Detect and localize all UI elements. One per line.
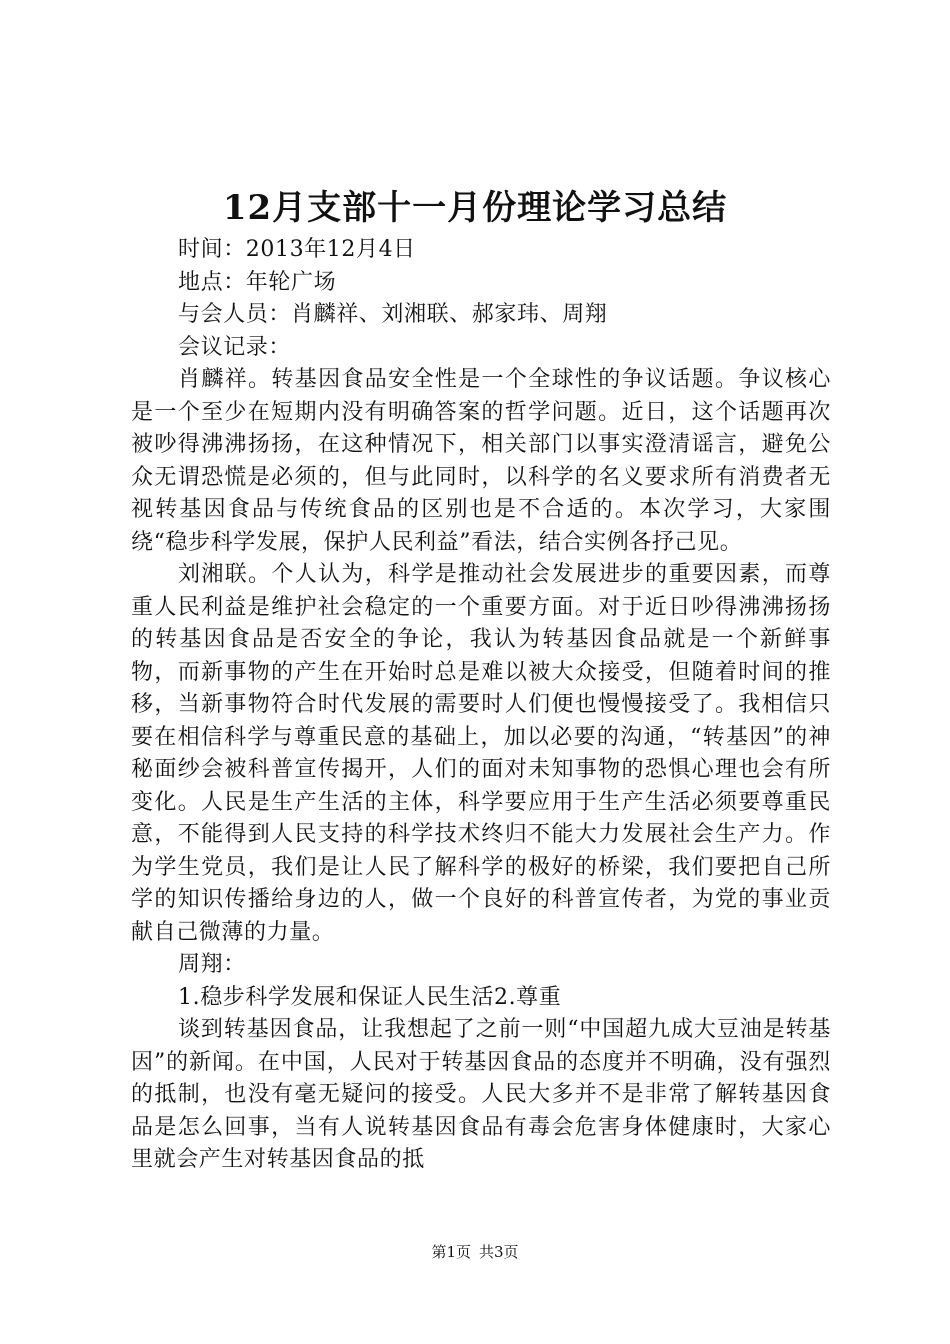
topic-line: 1.稳步科学发展和保证人民生活2.尊重 bbox=[178, 984, 562, 1010]
meeting-record-label: 会议记录： bbox=[178, 334, 292, 360]
speaker-zhou-label: 周翔： bbox=[178, 952, 246, 977]
meeting-time: 时间：2013年12月4日 bbox=[178, 237, 416, 262]
page-number: 第1页 bbox=[431, 1243, 471, 1261]
document-body bbox=[131, 234, 831, 1177]
paragraph-zhou: 谈到转基因食品，让我想起了之前一则“中国超九成大豆油是转基因”的新闻。在中国，人民对于转基因食品的态度并不明确，没有强烈的抵制，也没有毫无疑问的接受。人民大多并不是非常了解转基因食品是怎么回事，当有人说转基因食品有毒会危害身体健康时，大家心里就会产生对转基因食品的抵 bbox=[131, 1017, 831, 1172]
meeting-place: 地点：年轮广场 bbox=[178, 269, 337, 295]
meeting-attendees: 与会人员：肖麟祥、刘湘联、郝家玮、周翔 bbox=[178, 302, 608, 327]
paragraph-liu: 刘湘联。个人认为，科学是推动社会发展进步的重要因素，而尊重人民利益是维护社会稳定的一个重要方面。对于近日吵得沸沸扬扬的转基因食品是否安全的争论，我认为转基因食品就是一个新鲜事物，而新事物的产生在开始时总是难以被大众接受，但随着时间的推移，当新事物符合时代发展的需要时人们便也慢慢接受了。我相信只要在相信科学与尊重民意的基础上，加以必要的沟通，“转基因”的神秘面纱会被科普宣传揭开，人们的面对未知事物的恐惧心理也会有所变化。人民是生产生活的主体，科学要应用于生产生活必须要尊重民意，不能得到人民支持的科学技术终归不能大力发展社会生产力。作为学生党员，我们是让人民了解科学的极好的桥梁，我们要把自己所学的知识传播给身边的人，做一个良好的科普宣传者，为党的事业贡献自己微薄的力量。 bbox=[131, 562, 831, 945]
page-total: 共3页 bbox=[479, 1243, 519, 1261]
paragraph-xiao: 肖麟祥。转基因食品安全性是一个全球性的争议话题。争议核心是一个至少在短期内没有明确答案的哲学问题。近日，这个话题再次被吵得沸沸扬扬，在这种情况下，相关部门以事实澄清谣言，避免公众无谓恐慌是必须的，但与此同时，以科学的名义要求所有消费者无视转基因食品与传统食品的区别也是不合适的。本次学习，大家围绕“稳步科学发展，保护人民利益”看法，结合实例各抒己见。 bbox=[131, 367, 831, 555]
page-footer bbox=[0, 1242, 950, 1262]
document-title: 12月支部十一月份理论学习总结 bbox=[222, 188, 728, 228]
